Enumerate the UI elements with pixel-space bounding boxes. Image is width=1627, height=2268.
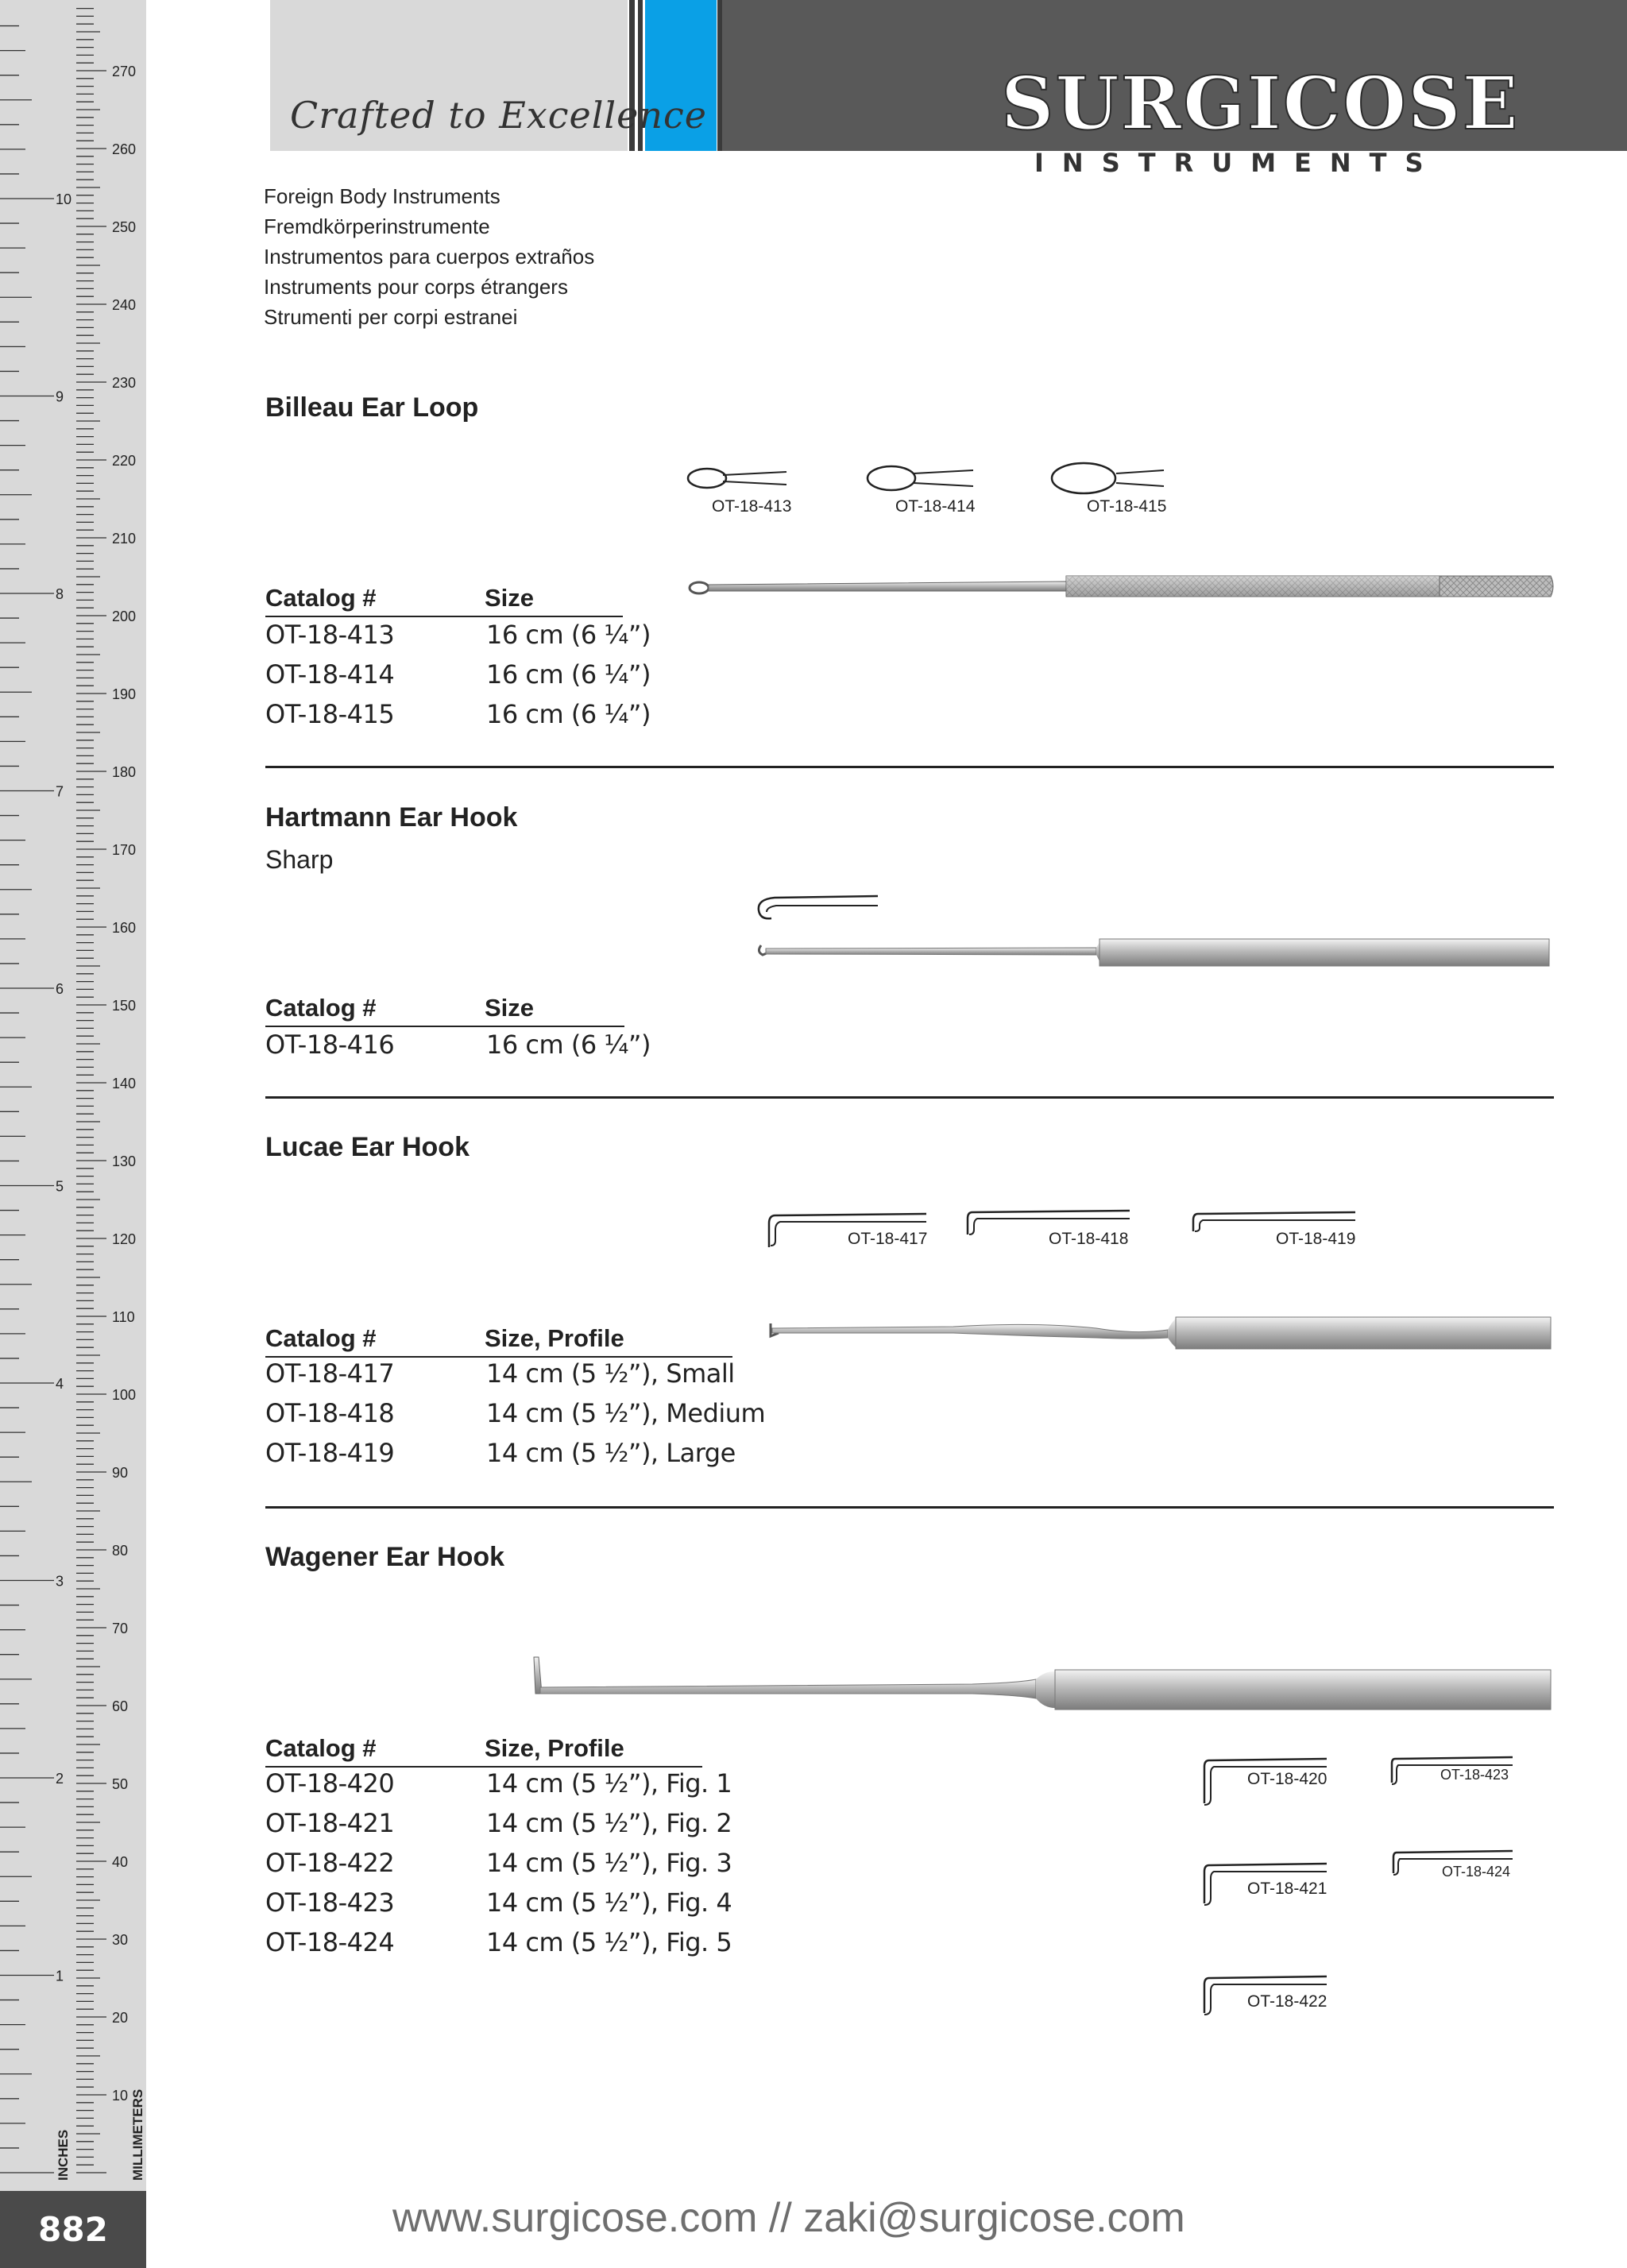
table-cell-size: 14 cm (5 ½”), Fig. 1 [486,1768,732,1799]
category-titles [264,181,594,332]
ruler-mm-number: 140 [112,1076,137,1091]
category-title-it: Strumenti per corpi estranei [264,305,518,329]
table-cell-size: 14 cm (5 ½”), Fig. 4 [486,1887,732,1918]
ruler-mm-number: 60 [112,1698,129,1714]
tip-label: OT-18-417 [848,1230,928,1248]
table-cell-size: 16 cm (6 ¼”) [486,1030,651,1060]
table-header-rule [265,1356,732,1358]
tip-label: OT-18-413 [712,497,792,516]
ruler-mm-number: 250 [112,219,137,235]
category-title-en: Foreign Body Instruments [264,184,500,208]
ruler-mm-number: 120 [112,1231,137,1247]
table-cell-size: 14 cm (5 ½”), Fig. 5 [486,1927,732,1957]
tip-label: OT-18-415 [1087,497,1167,516]
ruler-mm-number: 200 [112,609,137,624]
tip-label: OT-18-414 [895,497,976,516]
ruler-inch-number: 10 [56,191,72,207]
table-cell-code: OT-18-419 [265,1438,395,1468]
table-cell-size: 16 cm (6 ¼”) [486,620,651,650]
ruler-mm-number: 100 [112,1387,137,1403]
ruler-mm-number: 240 [112,297,137,313]
table-cell-size: 16 cm (6 ¼”) [486,699,651,729]
billeau-ear-loop-image [685,570,1559,602]
ruler-ticks [0,0,146,2193]
table-cell-code: OT-18-415 [265,699,395,729]
tip-label: OT-18-420 [1247,1770,1327,1788]
ruler-mm-number: 110 [112,1309,135,1325]
category-title-fr: Instruments pour corps étrangers [264,275,568,299]
table-cell-code: OT-18-421 [265,1808,395,1838]
lucae-ear-hook-image [763,1312,1557,1354]
table-cell-code: OT-18-418 [265,1398,395,1428]
ruler-inch-number: 3 [56,1573,64,1590]
table-cell-size: 14 cm (5 ½”), Fig. 2 [486,1808,732,1838]
ruler-mm-number: 10 [112,2088,129,2104]
table-cell-code: OT-18-413 [265,620,395,650]
ruler-inch-number: 4 [56,1376,64,1392]
ruler-mm-number: 190 [112,686,137,702]
header-tagline: Crafted to Excellence [290,94,707,137]
tip-label: OT-18-418 [1049,1230,1129,1248]
ruler-mm-number: 270 [112,64,137,79]
category-title-es: Instrumentos para cuerpos extraños [264,245,595,269]
hartmann-col-catalog: Catalog # [265,994,377,1022]
ruler-mm-number: 50 [112,1776,129,1792]
section-title-wagener: Wagener Ear Hook [265,1542,505,1572]
tip-label: OT-18-421 [1247,1880,1327,1898]
table-cell-code: OT-18-417 [265,1358,395,1389]
ruler-inch-number: 5 [56,1178,64,1195]
wagener-ear-hook-image [528,1652,1560,1719]
ruler-mm-number: 30 [112,1932,129,1948]
footer-contact: www.surgicose.com // zaki@surgicose.com [392,2195,1185,2241]
ruler-mm-number: 210 [112,531,137,547]
lucae-col-catalog: Catalog # [265,1324,377,1352]
ruler-inch-number: 2 [56,1771,64,1787]
section-title-billeau: Billeau Ear Loop [265,392,479,423]
table-header-rule [265,1026,624,1027]
ruler-mm-number: 70 [112,1621,129,1636]
ruler-inch-number: 7 [56,783,64,800]
section-divider [265,1096,1554,1099]
tip-label: OT-18-423 [1440,1767,1509,1783]
ruler-mm-number: 170 [112,842,137,858]
section-title-hartmann: Hartmann Ear Hook [265,802,518,833]
ruler-inches-label: INCHES [56,2129,71,2181]
table-cell-code: OT-18-422 [265,1848,395,1878]
section-divider [265,1506,1554,1509]
table-cell-size: 14 cm (5 ½”), Fig. 3 [486,1848,732,1878]
section-title-lucae: Lucae Ear Hook [265,1132,470,1162]
hartmann-ear-hook-image [755,934,1557,971]
ruler-inch-number: 8 [56,586,64,602]
table-cell-size: 14 cm (5 ½”), Large [486,1438,736,1468]
ruler-mm-number: 220 [112,453,137,469]
ruler-mm-number: 130 [112,1153,137,1169]
table-header-rule [265,616,623,617]
hartmann-col-size: Size [485,994,535,1022]
ruler-mm-number: 230 [112,375,137,391]
hartmann-hook-tip-image [751,883,886,923]
brand-subtitle: INSTRUMENTS [1034,148,1442,178]
table-cell-size: 14 cm (5 ½”), Small [486,1358,735,1389]
ruler-mm-number: 40 [112,1854,129,1870]
tip-label: OT-18-424 [1442,1864,1511,1880]
billeau-col-catalog: Catalog # [265,584,377,612]
billeau-col-size: Size [485,584,535,612]
ruler-inch-number: 9 [56,388,64,405]
table-cell-code: OT-18-423 [265,1887,395,1918]
ruler-mm-number: 90 [112,1465,129,1481]
table-cell-size: 14 cm (5 ½”), Medium [486,1398,766,1428]
table-cell-code: OT-18-420 [265,1768,395,1799]
tip-label: OT-18-422 [1247,1992,1327,2011]
category-title-de: Fremdkörperinstrumente [264,214,490,238]
ruler-inch-number: 6 [56,981,64,997]
wagener-col-catalog: Catalog # [265,1734,377,1762]
section-subtitle-hartmann: Sharp [265,845,334,874]
ruler-mm-number: 180 [112,764,137,780]
ruler-inch-number: 1 [56,1968,64,1984]
table-cell-code: OT-18-414 [265,659,395,690]
page-number: 882 [38,2210,108,2249]
measurement-ruler [0,0,146,2268]
lucae-col-profile: Size, Profile [485,1324,624,1352]
section-divider [265,766,1554,768]
ruler-mm-number: 160 [112,920,137,936]
brand-logo: SURGICOSE [1001,60,1520,146]
tip-label: OT-18-419 [1276,1230,1356,1248]
ruler-mm-number: 80 [112,1543,129,1559]
ruler-mm-number: 20 [112,2010,129,2026]
table-cell-size: 16 cm (6 ¼”) [486,659,651,690]
ruler-mm-number: 150 [112,998,137,1014]
wagener-col-profile: Size, Profile [485,1734,624,1762]
ruler-mm-label: MILLIMETERS [130,2088,145,2181]
table-header-rule [265,1766,702,1768]
table-cell-code: OT-18-416 [265,1030,395,1060]
table-cell-code: OT-18-424 [265,1927,395,1957]
ruler-mm-number: 260 [112,141,137,157]
